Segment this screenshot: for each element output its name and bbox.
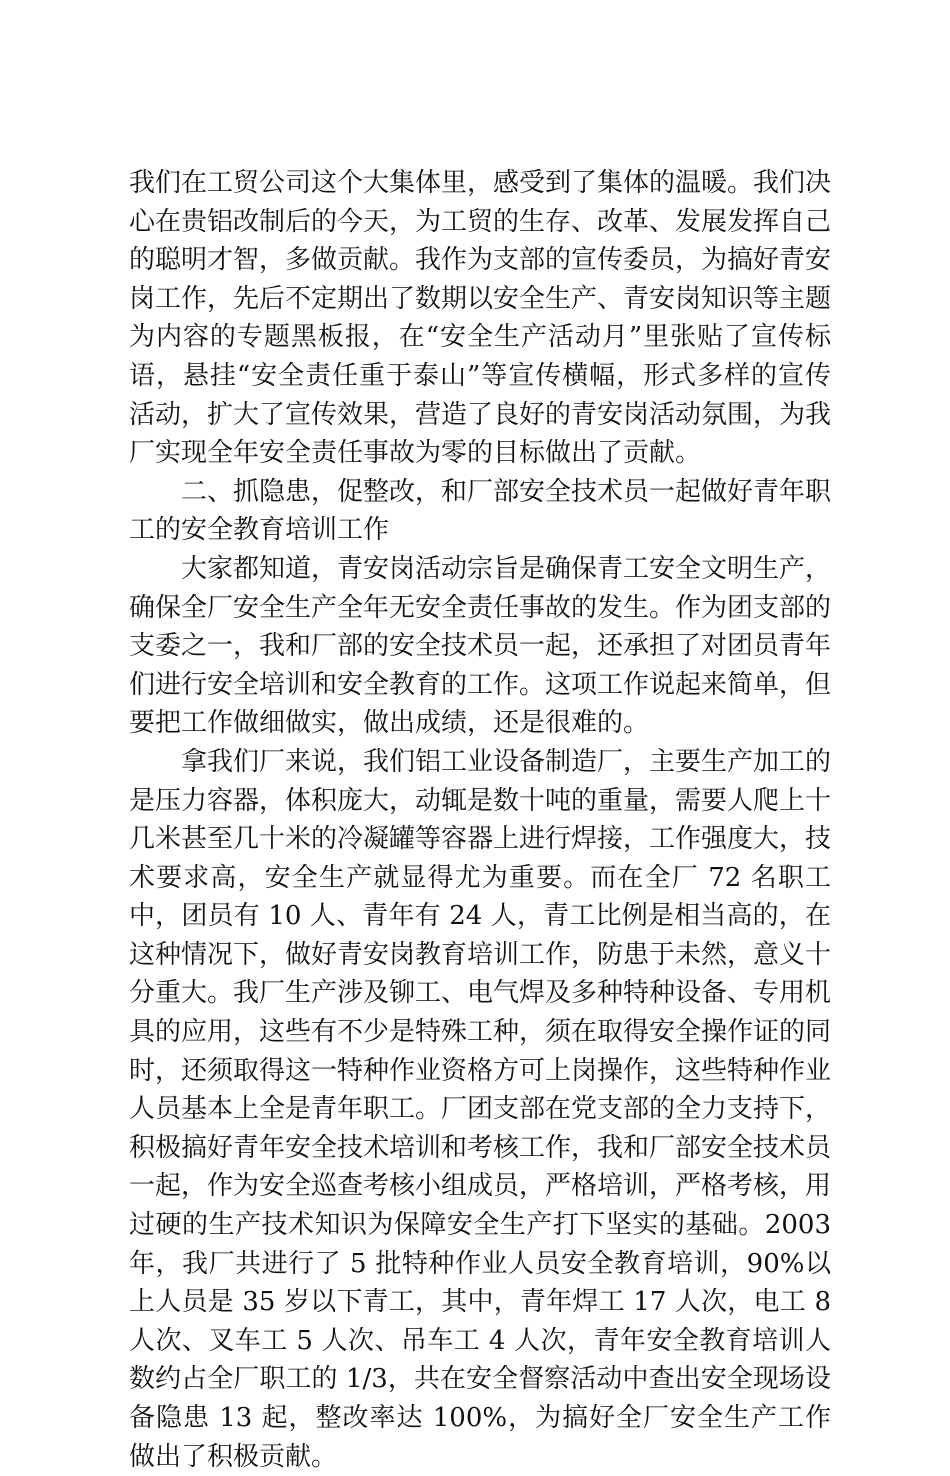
paragraph: 拿我们厂来说，我们铝工业设备制造厂，主要生产加工的是压力容器，体积庞大，动辄是数十吨的重量，需要人爬上十几米甚至几十米的冷凝罐等容器上进行焊接，工作强度大，技术要求高，安全生产就显得尤为重要。而在全厂 72 名职工中，团员有 10 人、青年有 24 人，青工比例是相当高的，在这种情况下，做好青安岗教育培训工作，防患于未然，意义十分重大。我厂生产涉及铆工、电气焊及多种特种设备、专用机具的应用，这些有不少是特殊工种，须在取得安全操作证的同时，还须取得这一特种作业资格方可上岗操作，这些特种作业人员基本上全是青年职工。厂团支部在党支部的全力支持下，积极搞好青年安全技术培训和考核工作，我和厂部安全技术员一起，作为安全巡查考核小组成员，严格培训，严格考核，用过硬的生产技术知识为保障安全生产打下坚实的基础。2003 年，我厂共进行了 5 批特种作业人员安全教育培训，90%以上人员是 35 岁以下青工，其中，青年焊工 17 人次，电工 8 人次、叉车工 5 人次、吊车工 4 人次，青年安全教育培训人数约占全厂职工的 1/3，共在安全督察活动中查出安全现场设备隐患 13 起，整改率达 100%，为搞好全厂安全生产工作做出了积极贡献。	[129, 746, 832, 1472]
paragraph-continuation: 我们在工贸公司这个大集体里，感受到了集体的温暖。我们决心在贵铝改制后的今天，为工贸的生存、改革、发展发挥自己的聪明才智，多做贡献。我作为支部的宣传委员，为搞好青安岗工作，先后不定期出了数期以安全生产、青安岗知识等主题为内容的专题黑板报，在“安全生产活动月”里张贴了宣传标语，悬挂“安全责任重于泰山”等宣传横幅，形式多样的宣传活动，扩大了宣传效果，营造了良好的青安岗活动氛围，为我厂实现全年安全责任事故为零的目标做出了贡献。	[129, 168, 832, 469]
document-body	[129, 164, 831, 1476]
section-heading: 二、抓隐患，促整改，和厂部安全技术员一起做好青年职工的安全教育培训工作	[129, 476, 832, 546]
paragraph: 大家都知道，青安岗活动宗旨是确保青工安全文明生产，确保全厂安全生产全年无安全责任事故的发生。作为团支部的支委之一，我和厂部的安全技术员一起，还承担了对团员青年们进行安全培训和安全教育的工作。这项工作说起来简单，但要把工作做细做实，做出成绩，还是很难的。	[129, 553, 832, 739]
